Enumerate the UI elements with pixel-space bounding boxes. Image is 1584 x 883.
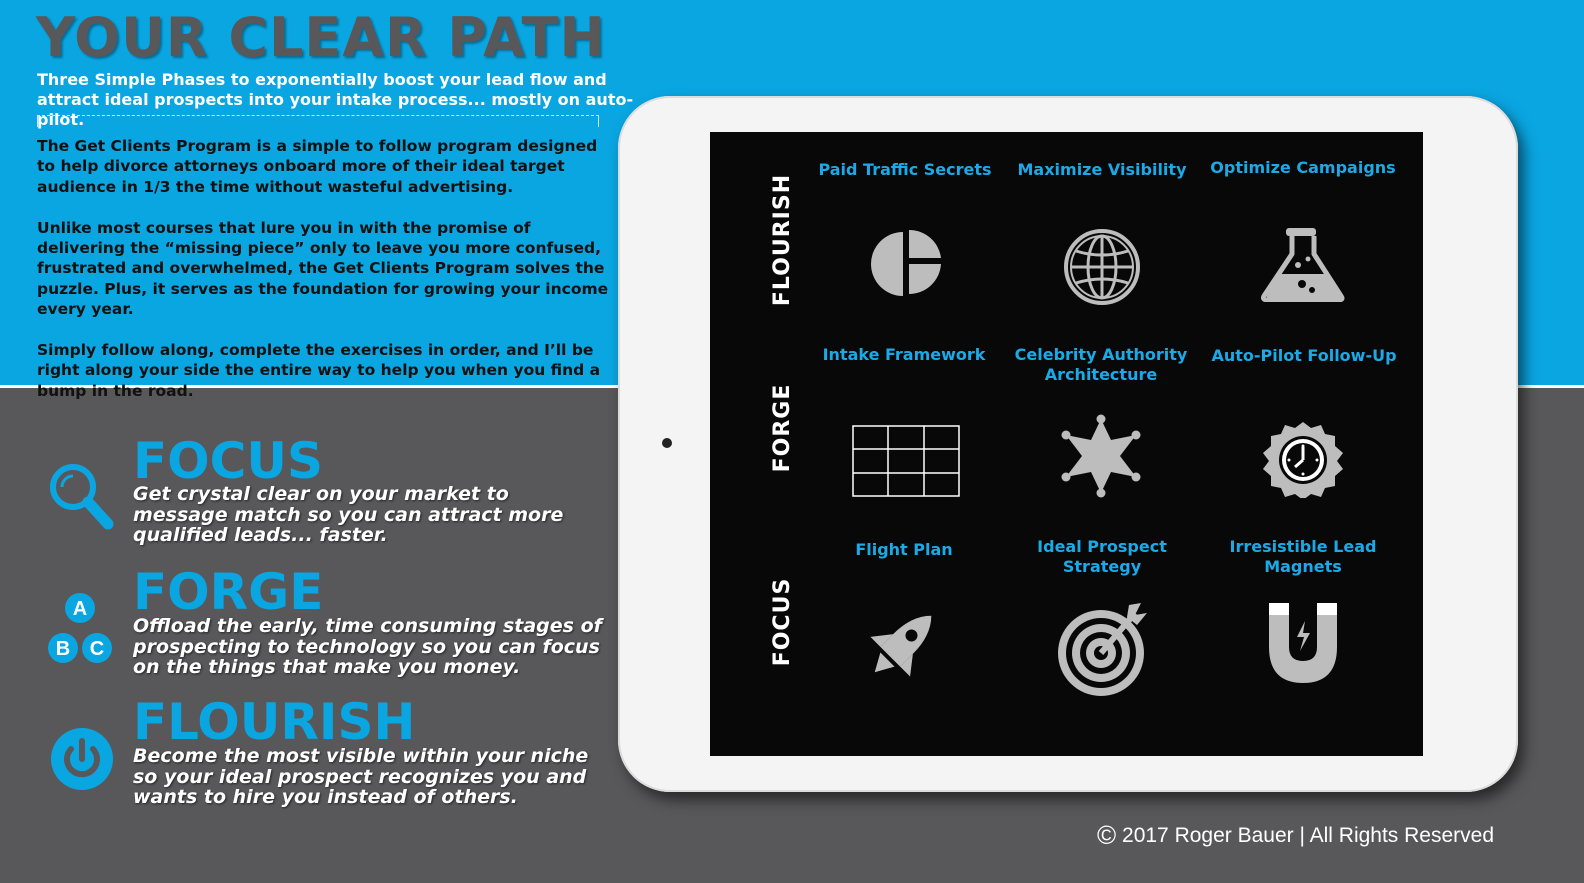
module-ideal-prospect-strategy[interactable] [1002,537,1202,707]
tablet-camera [662,438,672,448]
module-auto-pilot-follow-up[interactable] [1204,346,1404,506]
sheriff-star-icon [1058,413,1144,503]
intro-paragraph: Unlike most courses that lure you in with the promise of delivering the “missing piece” only to leave you more confused, frustrated and overwhelmed, the Get Clients Program solves the puzzle. Plus, it serves as the foundation for growing your income every year. [37,218,609,319]
page-title: YOUR CLEAR PATH [36,6,606,69]
module-label: Optimize Campaigns [1210,158,1396,177]
module-celebrity-authority-architecture[interactable] [1001,345,1201,505]
page-subtitle: Three Simple Phases to exponentially boost your lead flow and attract ideal prospects into your intake process... mostly on auto-pilot. [37,70,634,129]
phase-name: FOCUS [133,432,323,490]
module-label: Maximize Visibility [1017,160,1187,179]
phase-forge [0,565,620,690]
globe-icon [1062,227,1142,311]
target-icon [1057,599,1153,703]
module-paid-traffic-secrets[interactable] [805,160,1005,310]
module-label: Ideal Prospect Strategy [1037,537,1167,576]
abc-letter: C [89,638,105,660]
copyright-symbol: © [1097,820,1117,850]
dashed-divider [37,115,599,127]
module-label: Paid Traffic Secrets [818,160,992,179]
module-maximize-visibility[interactable] [1002,160,1202,310]
row-label-forge: FORGE [770,383,795,473]
abc-letter: A [72,598,88,620]
phase-description: Become the most visible within your niche so your ideal prospect recognizes you and wants to hire you instead of others. [133,745,589,808]
abc-icon [46,591,116,671]
power-icon [50,727,114,795]
flask-icon [1258,228,1348,306]
module-label: Auto-Pilot Follow-Up [1211,346,1397,365]
module-irresistible-lead-magnets[interactable] [1203,537,1403,707]
module-flight-plan[interactable] [804,540,1004,710]
phase-flourish [0,695,620,820]
row-label-flourish: FLOURISH [770,173,795,307]
phase-focus [0,432,620,557]
grid-icon [852,425,960,501]
module-optimize-campaigns[interactable] [1203,158,1403,308]
abc-letter: B [55,638,71,660]
copyright-notice [1097,820,1494,851]
module-intake-framework[interactable] [804,345,1004,505]
intro-text [37,136,617,401]
module-label: Celebrity Authority Architecture [1014,345,1188,384]
module-label: Flight Plan [855,540,953,559]
phase-description: Offload the early, time consuming stages of prospecting to technology so you can focus on the things that make you money. [133,615,602,678]
pie-chart-icon [867,228,943,304]
tablet-screen [710,132,1423,756]
intro-paragraph: The Get Clients Program is a simple to follow program designed to help divorce attorneys onboard more of their ideal target audience in 1/3 the time without wasteful advertising. [37,137,598,196]
intro-paragraph: Simply follow along, complete the exercises in order, and I’ll be right along your side the entire way to help you when you find a bump in the road. [37,341,601,400]
module-label: Irresistible Lead Magnets [1229,537,1377,576]
phase-name: FLOURISH [133,693,416,751]
magnifier-icon [48,462,116,538]
rocket-icon [859,604,947,688]
tablet-device [618,96,1518,792]
module-label: Intake Framework [822,345,986,364]
clock-gear-icon [1259,420,1347,502]
copyright-text: 2017 Roger Bauer | All Rights Reserved [1122,824,1495,847]
phase-name: FORGE [133,563,324,621]
phase-description: Get crystal clear on your market to message match so you can attract more qualified leads... faster. [133,483,564,546]
row-label-focus: FOCUS [770,577,795,667]
magnet-icon [1265,603,1341,689]
